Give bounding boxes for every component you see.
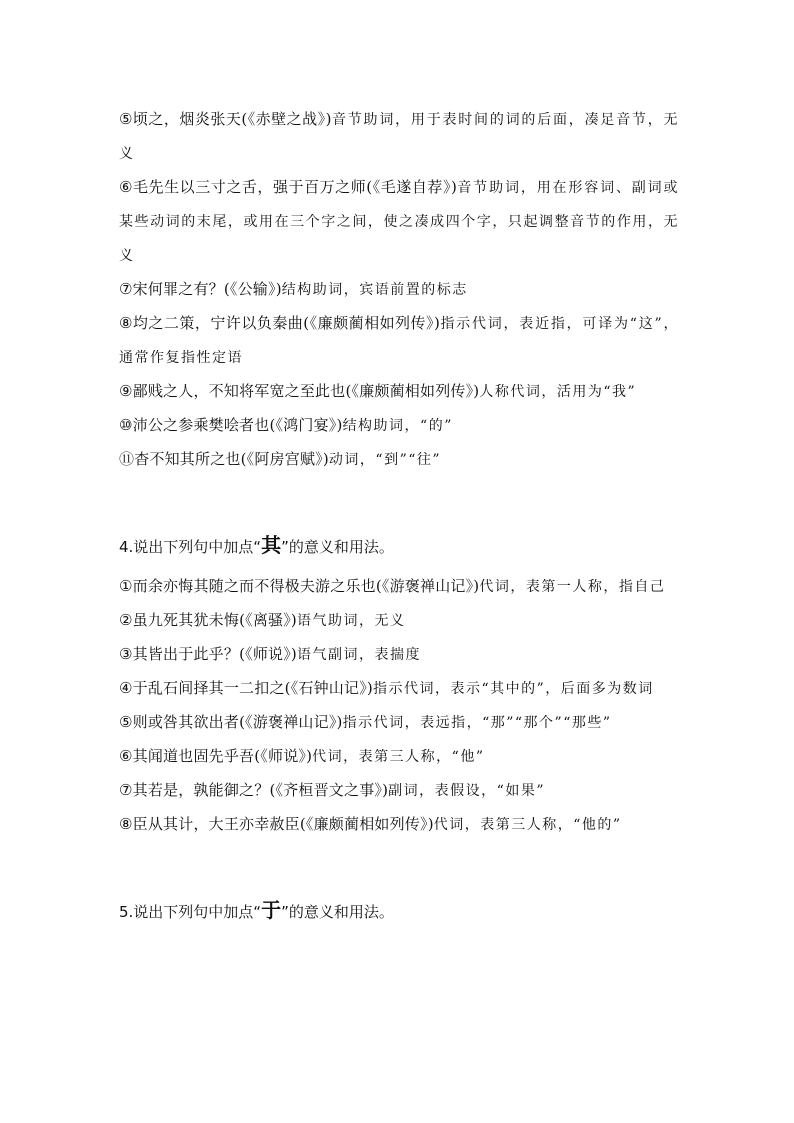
list-item: ⑥其闻道也固先乎吾(《师说》)代词，表第三人称，“他”: [119, 747, 485, 765]
list-item: ⑩沛公之参乘樊哙者也(《鸿门宴》)结构助词，“的”: [119, 416, 453, 434]
list-item: ⑦宋何罪之有？(《公输》)结构助词，宾语前置的标志: [119, 280, 468, 298]
section-5-title: 5.说出下列句中加点“于”的意义和用法。: [119, 898, 394, 922]
list-item: ①而余亦悔其随之而不得极夫游之乐也(《游褒禅山记》)代词，表第一人称，指自己: [119, 577, 666, 595]
section-3-list: [119, 103, 679, 477]
highlighted-char: 其: [261, 533, 282, 557]
list-item: ②虽九死其犹未悔(《离骚》)语气助词，无义: [119, 611, 406, 629]
list-item: ⑪杳不知其所之也(《阿房宫赋》)动词，“到”“往”: [119, 450, 442, 468]
list-item: ⑧臣从其计，大王亦幸赦臣(《廉颇蔺相如列传》)代词，表第三人称，“他的”: [119, 815, 622, 833]
list-item: ⑦其若是，孰能御之？(《齐桓晋文之事》)副词，表假设，“如果”: [119, 781, 545, 799]
list-item: ③其皆出于此乎？(《师说》)语气副词，表揣度: [119, 645, 421, 663]
list-item: ⑧均之二策，宁许以负秦曲(《廉颇蔺相如列传》)指示代词，表近指，可译为“这”，通常作复指性定语: [119, 314, 679, 366]
document-page: [119, 103, 679, 935]
list-item: ⑥毛先生以三寸之舌，强于百万之师(《毛遂自荐》)音节助词，用在形容词、副词或某些动词的末尾，或用在三个字之间，使之凑成四个字，只起调整音节的作用，无义: [119, 178, 680, 264]
list-item: ⑤顷之，烟炎张天(《赤壁之战》)音节助词，用于表时间的词的后面，凑足音节，无义: [119, 110, 680, 162]
section-4-list: [119, 570, 679, 842]
list-item: ④于乱石间择其一二扣之(《石钟山记》)指示代词，表示“其中的”，后面多为数词: [119, 679, 654, 697]
list-item: ⑤则或咎其欲出者(《游褒禅山记》)指示代词，表远指，“那”“那个”“那些”: [119, 713, 612, 731]
list-item: ⑨鄙贱之人，不知将军宽之至此也(《廉颇蔺相如列传》)人称代词，活用为“我”: [119, 382, 637, 400]
section-4-title: 4.说出下列句中加点“其”的意义和用法。: [119, 533, 394, 557]
highlighted-char: 于: [261, 898, 282, 922]
